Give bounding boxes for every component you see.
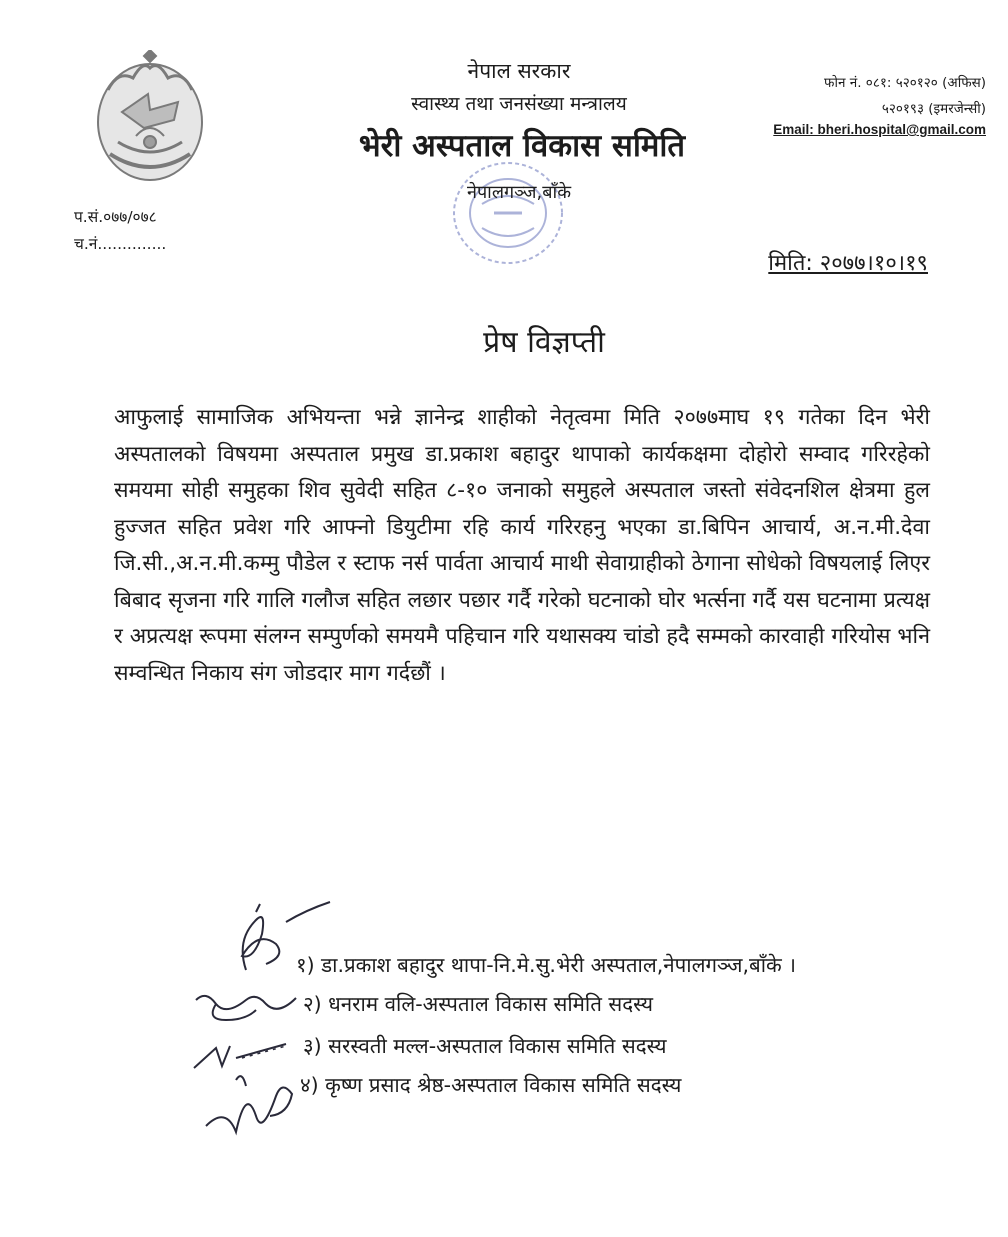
organization-name: भेरी अस्पताल विकास समिति bbox=[358, 128, 686, 164]
signatory-2: २) धनराम वलि-अस्पताल विकास समिति सदस्य bbox=[303, 992, 654, 1016]
phone-emergency: ५२०१९३ (इमरजेन्सी) bbox=[881, 101, 986, 117]
government-name: नेपाल सरकार bbox=[467, 59, 571, 83]
signatory-3: ३) सरस्वती मल्ल-अस्पताल विकास समिति सदस्य bbox=[303, 1034, 667, 1058]
notice-body: आफुलाई सामाजिक अभियन्ता भन्ने ज्ञानेन्द्र शाहीको नेतृत्वमा मिति २०७७माघ १९ गतेका दिन भेरी अस्पतालको विषयमा अस्पताल प्रमुख डा.प्रकाश बहादुर थापाको कार्यकक्षमा दोहोरो सम्वाद गरिरहेको समयमा सोही समुहका शिव सुवेदी सहित ८-१० जनाको समुहले अस्पताल जस्तो संवेदनशिल क्षेत्रमा हुल हुज्जत सहित प्रवेश गरि आफ्नो डियुटीमा रहि कार्य गरिरहनु भएका डा.बिपिन आचार्य, अ.न.मी.देवा जि.सी.,अ.न.मी.कम्मु पौडेल र स्टाफ नर्स पार्वता आचार्य माथी सेवाग्राहीको ठेगाना सोधेको विषयलाई लिएर बिबाद सृजना गरि गालि गलौज सहित लछार पछार गर्दै गरेको घटनाको घोर भर्त्सना गर्दै यस घटनामा प्रत्यक्ष र अप्रत्यक्ष रूपमा संलग्न सम्पुर्णको समयमै पहिचान गरि यथासक्य चांडो हदै सम्मको कारवाही गरियोस भनि सम्वन्धित निकाय संग जोडदार माग गर्दछौं । bbox=[114, 405, 930, 686]
office-stamp bbox=[448, 158, 568, 268]
ministry-name: स्वास्थ्य तथा जनसंख्या मन्त्रालय bbox=[411, 93, 627, 115]
signature-4 bbox=[196, 1066, 306, 1146]
signatory-1: १) डा.प्रकाश बहादुर थापा-नि.मे.सु.भेरी अस्पताल,नेपालगञ्ज,बाँके । bbox=[296, 953, 797, 977]
notice-title: प्रेष विज्ञप्ती bbox=[483, 325, 605, 360]
phone-office: फोन नं. ०८१: ५२०१२० (अफिस) bbox=[824, 75, 986, 91]
organization-location: नेपालगञ्ज,बाँके bbox=[466, 182, 572, 203]
letter-date: मिति: २०७७।१०।१९ bbox=[768, 251, 928, 276]
signatory-4: ४) कृष्ण प्रसाद श्रेष्ठ-अस्पताल विकास समिति सदस्य bbox=[300, 1073, 682, 1097]
signature-2 bbox=[186, 980, 316, 1030]
letter-number: प.सं.०७७/०७८ bbox=[74, 208, 157, 226]
email-address: Email: bheri.hospital@gmail.com bbox=[773, 122, 986, 137]
dispatch-number: च.नं.............. bbox=[74, 235, 167, 253]
